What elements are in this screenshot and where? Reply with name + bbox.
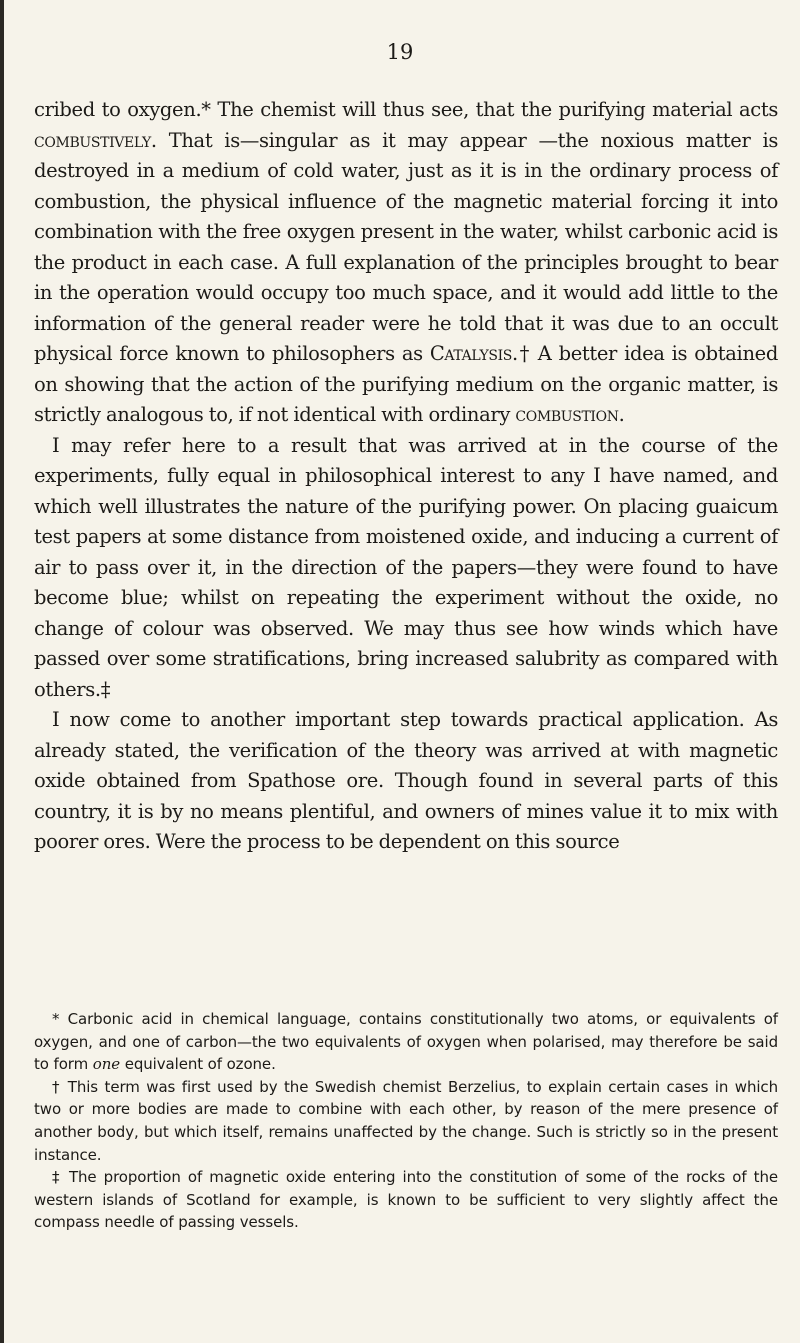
footnote [34, 1008, 778, 1076]
emphasis-smallcaps: Catalysis [429, 342, 512, 365]
page-binding-edge [0, 0, 4, 1343]
text-segment: . [618, 403, 625, 426]
text-segment: . That is—singular as it may appear —the noxious matter is destroyed in a medium of cold water, just as it is in the ordinary process of combustion, the physical influence of the magnetic material forcing it into combination with the free oxygen present in the water, whilst carbonic acid is the product in each case. A full explanation of the principles brought to bear in the operation would occupy too much space, and it would add little to the information of the general reader were he told that it was due to an occult physical force known to philosophers as [34, 128, 778, 365]
emphasis-italic: one [92, 1055, 121, 1074]
footnote-text: equivalent of ozone. [120, 1055, 276, 1074]
body-text [34, 95, 778, 858]
footnote-text: ‡ The proportion of magnetic oxide entering into the constitution of some of the rocks of the western islands of Scotland for example, is known to be sufficient to very slightly affect the compass needle of passing vessels. [34, 1168, 778, 1232]
footnote-text: * Carbonic acid in chemical language, contains constitutionally two atoms, or equivalents of oxygen, and one of carbon—the two equivalents of oxygen when polarised, may therefore be said to form [34, 1010, 778, 1074]
text-segment: I now come to another important step towards practical application. As already stated, the verification of the theory was arrived at with magnetic oxide obtained from Spathose ore. Though found in several parts of this country, it is by no means plentiful, and owners of mines value it to mix with poorer ores. Were the process to be dependent on this source [34, 708, 778, 853]
footnote-text: † This term was first used by the Swedish chemist Berzelius, to explain certain cases in which two or more bodies are made to combine with each other, by reason of the mere presence of another body, but which itself, remains unaffected by the change. Such is strictly so in the present instance. [34, 1077, 778, 1164]
footnotes [34, 1008, 778, 1234]
footnote [34, 1166, 778, 1234]
paragraph [34, 705, 778, 858]
text-segment: I may refer here to a result that was arrived at in the course of the experiments, fully equal in philosophical interest to any I have named, and which well illustrates the nature of the purifying power. On placing guaicum test papers at some distance from moistened oxide, and inducing a current of air to pass over it, in the direction of the papers—they were found to have become blue; whilst on repeating the experiment without the oxide, no change of colour was observed. We may thus see how winds which have passed over some stratifications, bring increased salubrity as compared with others.‡ [34, 433, 778, 701]
footnote [34, 1076, 778, 1166]
text-segment: cribed to oxygen.* The chemist will thus see, that the purifying material acts [34, 98, 778, 121]
text-segment: .† A better idea is obtained on showing that the action of the purifying medium on the organic matter, is strictly analogous to, if not identical with ordinary [34, 342, 778, 426]
emphasis-smallcaps: combustion [515, 403, 619, 426]
emphasis-smallcaps: combustively [34, 128, 151, 152]
paragraph [34, 95, 778, 431]
page-number: 19 [386, 40, 414, 64]
paragraph [34, 431, 778, 706]
